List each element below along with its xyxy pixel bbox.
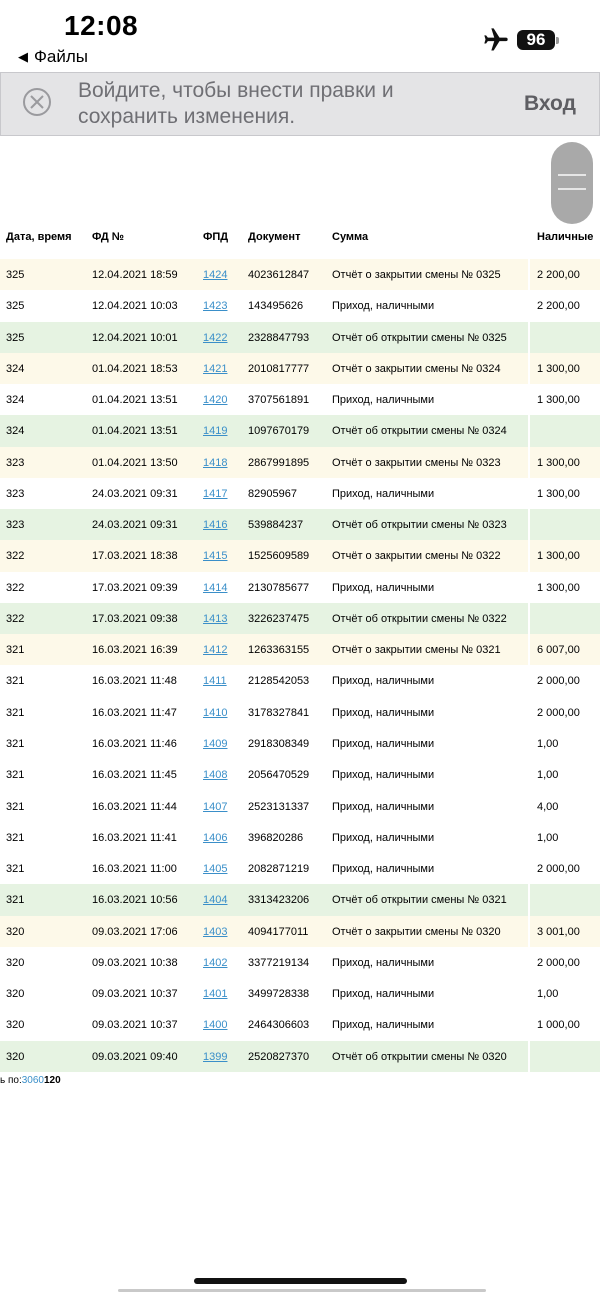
- datetime-cell: 16.03.2021 11:47: [92, 706, 177, 719]
- cash-amount: 3 001,00: [537, 925, 580, 938]
- status-bar: [0, 0, 600, 72]
- document-number: 143495626: [248, 300, 304, 313]
- header-date: Дата, время: [6, 231, 72, 243]
- table-row: [0, 697, 600, 728]
- cash-amount: 2 000,00: [537, 675, 580, 688]
- table-row: [0, 1009, 600, 1040]
- datetime-cell: 01.04.2021 13:51: [92, 425, 178, 438]
- close-banner-button[interactable]: [23, 88, 51, 116]
- document-number: 2520827370: [248, 1050, 310, 1063]
- datetime-cell: 12.04.2021 18:59: [92, 269, 178, 281]
- document-description: Отчёт об открытии смены № 0321: [332, 894, 507, 907]
- back-arrow-icon: ◀: [18, 49, 28, 64]
- receipts-table: [0, 225, 600, 1072]
- datetime-cell: 16.03.2021 11:00: [92, 863, 177, 876]
- table-row: [0, 947, 600, 978]
- shift-number: 323: [6, 456, 25, 469]
- datetime-cell: 16.03.2021 11:48: [92, 675, 177, 688]
- document-number: 2523131337: [248, 800, 310, 813]
- table-row: [0, 290, 600, 321]
- shift-number: 321: [6, 894, 25, 907]
- fpd-link[interactable]: 1413: [203, 612, 228, 625]
- table-row: [0, 1041, 600, 1072]
- page-size-options[interactable]: 3060: [21, 1075, 44, 1086]
- menu-icon: [558, 174, 586, 176]
- document-description: Приход, наличными: [332, 675, 435, 688]
- datetime-cell: 16.03.2021 10:56: [92, 894, 178, 907]
- document-description: Приход, наличными: [332, 581, 435, 594]
- cash-amount: 1 300,00: [537, 362, 580, 375]
- document-number: 2464306603: [248, 1019, 310, 1032]
- table-header: [0, 225, 600, 259]
- document-description: Приход, наличными: [332, 1019, 435, 1032]
- table-row: [0, 728, 600, 759]
- cash-amount: 2 000,00: [537, 706, 580, 719]
- table-row: [0, 916, 600, 947]
- fpd-link[interactable]: 1406: [203, 831, 228, 844]
- table-row: [0, 634, 600, 665]
- table-row: [0, 415, 600, 446]
- datetime-cell: 09.03.2021 10:37: [92, 988, 178, 1001]
- fpd-link[interactable]: 1401: [203, 988, 228, 1001]
- shift-number: 320: [6, 1019, 25, 1032]
- shift-number: 322: [6, 612, 25, 625]
- cash-amount: 1 300,00: [537, 550, 580, 563]
- login-banner: [0, 72, 600, 136]
- shift-number: 321: [6, 706, 25, 719]
- table-row: [0, 572, 600, 603]
- menu-button[interactable]: [551, 142, 593, 224]
- fpd-link[interactable]: 1404: [203, 894, 228, 907]
- header-fpd: ФПД: [203, 231, 229, 243]
- document-number: 396820286: [248, 831, 304, 844]
- page-size-current: 120: [44, 1075, 61, 1086]
- table-row: [0, 322, 600, 353]
- datetime-cell: 09.03.2021 17:06: [92, 925, 178, 938]
- fpd-link[interactable]: 1400: [203, 1019, 228, 1032]
- document-number: 2867991895: [248, 456, 310, 469]
- shift-number: 325: [6, 331, 25, 344]
- shift-number: 322: [6, 550, 25, 563]
- cash-amount: 1 300,00: [537, 581, 580, 594]
- document-number: 3178327841: [248, 706, 310, 719]
- shift-number: 321: [6, 863, 25, 876]
- datetime-cell: 16.03.2021 16:39: [92, 644, 178, 657]
- shift-number: 320: [6, 956, 25, 969]
- document-description: Отчёт о закрытии смены № 0324: [332, 362, 501, 375]
- cash-amount: 1 300,00: [537, 456, 580, 469]
- datetime-cell: 17.03.2021 18:38: [92, 550, 178, 563]
- banner-message: Войдите, чтобы внести правки и сохранить изменения.: [78, 79, 394, 128]
- fpd-link[interactable]: 1422: [203, 331, 228, 344]
- pagination-label: ь по:: [0, 1075, 22, 1086]
- fpd-link[interactable]: 1419: [203, 425, 228, 438]
- datetime-cell: 24.03.2021 09:31: [92, 487, 178, 500]
- document-number: 2918308349: [248, 737, 310, 750]
- shift-number: 323: [6, 519, 25, 532]
- datetime-cell: 09.03.2021 10:38: [92, 956, 178, 969]
- document-description: Отчёт об открытии смены № 0324: [332, 425, 507, 438]
- fpd-link[interactable]: 1403: [203, 925, 228, 938]
- document-number: 3226237475: [248, 612, 310, 625]
- shift-number: 321: [6, 644, 25, 657]
- datetime-cell: 24.03.2021 09:31: [92, 519, 178, 532]
- cash-amount: 2 200,00: [537, 300, 580, 313]
- document-number: 3707561891: [248, 394, 310, 407]
- document-description: Приход, наличными: [332, 956, 435, 969]
- fpd-link[interactable]: 1414: [203, 581, 228, 594]
- shift-number: 321: [6, 800, 25, 813]
- table-row: [0, 540, 600, 571]
- document-number: 82905967: [248, 487, 297, 500]
- back-label: Файлы: [34, 47, 89, 66]
- fpd-link[interactable]: 1410: [203, 706, 228, 719]
- cash-amount: 1,00: [537, 831, 559, 844]
- document-description: Приход, наличными: [332, 831, 435, 844]
- menu-icon-line: [558, 188, 586, 190]
- shift-number: 324: [6, 394, 25, 407]
- home-indicator: [194, 1278, 407, 1284]
- fpd-link[interactable]: 1402: [203, 956, 228, 969]
- datetime-cell: 16.03.2021 11:45: [92, 769, 177, 782]
- table-row: [0, 853, 600, 884]
- datetime-cell: 01.04.2021 13:51: [92, 394, 178, 407]
- battery-indicator: 96: [517, 30, 555, 50]
- cash-amount: 1 300,00: [537, 487, 580, 500]
- cash-amount: 1,00: [537, 737, 559, 750]
- shift-number: 320: [6, 1050, 25, 1063]
- scroll-indicator: [118, 1289, 486, 1292]
- datetime-cell: 01.04.2021 13:50: [92, 456, 178, 469]
- document-number: 3377219134: [248, 956, 310, 969]
- datetime-cell: 12.04.2021 10:01: [92, 331, 178, 344]
- header-fd: ФД №: [92, 231, 124, 243]
- document-description: Отчёт о закрытии смены № 0325: [332, 269, 501, 281]
- back-to-files-link[interactable]: [18, 47, 88, 67]
- cash-amount: 1 300,00: [537, 394, 580, 407]
- document-description: Отчёт об открытии смены № 0325: [332, 331, 507, 344]
- header-cash: Наличные: [537, 231, 594, 243]
- shift-number: 321: [6, 675, 25, 688]
- table-row: [0, 791, 600, 822]
- fpd-link[interactable]: 1409: [203, 737, 228, 750]
- table-row: [0, 978, 600, 1009]
- fpd-link[interactable]: 1411: [203, 675, 227, 688]
- table-row: [0, 822, 600, 853]
- fpd-link[interactable]: 1423: [203, 300, 228, 313]
- datetime-cell: 16.03.2021 11:44: [92, 800, 177, 813]
- clock: 12:08: [64, 10, 139, 41]
- fpd-link[interactable]: 1415: [203, 550, 228, 563]
- fpd-link[interactable]: 1405: [203, 863, 228, 876]
- shift-number: 321: [6, 831, 25, 844]
- fpd-link[interactable]: 1416: [203, 519, 228, 532]
- fpd-link[interactable]: 1421: [203, 362, 228, 375]
- pagination: [0, 1075, 61, 1086]
- header-sum: Сумма: [332, 231, 369, 243]
- document-description: Приход, наличными: [332, 737, 435, 750]
- cash-amount: 2 000,00: [537, 863, 580, 876]
- document-description: Отчёт о закрытии смены № 0323: [332, 456, 501, 469]
- datetime-cell: 16.03.2021 11:46: [92, 737, 177, 750]
- table-row: [0, 884, 600, 915]
- table-row: [0, 603, 600, 634]
- shift-number: 320: [6, 988, 25, 1001]
- shift-number: 324: [6, 362, 25, 375]
- datetime-cell: 09.03.2021 10:37: [92, 1019, 178, 1032]
- document-number: 3313423206: [248, 894, 310, 907]
- shift-number: 325: [6, 269, 25, 281]
- datetime-cell: 16.03.2021 11:41: [92, 831, 177, 844]
- table-row: [0, 447, 600, 478]
- document-description: Приход, наличными: [332, 394, 435, 407]
- cash-amount: 4,00: [537, 800, 559, 813]
- shift-number: 321: [6, 737, 25, 750]
- fpd-link[interactable]: 1412: [203, 644, 228, 657]
- document-number: 539884237: [248, 519, 304, 532]
- shift-number: 324: [6, 425, 25, 438]
- document-number: 2128542053: [248, 675, 310, 688]
- document-description: Приход, наличными: [332, 706, 435, 719]
- cash-amount: 1 000,00: [537, 1019, 580, 1032]
- document-description: Приход, наличными: [332, 863, 435, 876]
- document-number: 2010817777: [248, 362, 310, 375]
- table-row: [0, 665, 600, 696]
- document-number: 1097670179: [248, 425, 310, 438]
- close-icon: [30, 95, 44, 109]
- fpd-link[interactable]: 1418: [203, 456, 228, 469]
- document-description: Отчёт о закрытии смены № 0320: [332, 925, 501, 938]
- document-number: 2056470529: [248, 769, 310, 782]
- document-description: Приход, наличными: [332, 800, 435, 813]
- fpd-link[interactable]: 1399: [203, 1050, 228, 1063]
- datetime-cell: 12.04.2021 10:03: [92, 300, 178, 313]
- cash-amount: 6 007,00: [537, 644, 580, 657]
- document-number: 1525609589: [248, 550, 310, 563]
- table-row: [0, 478, 600, 509]
- login-button[interactable]: Вход: [524, 92, 576, 115]
- document-description: Отчёт о закрытии смены № 0321: [332, 644, 501, 657]
- fpd-link[interactable]: 1408: [203, 769, 228, 782]
- document-description: Отчёт об открытии смены № 0323: [332, 519, 507, 532]
- document-description: Приход, наличными: [332, 769, 435, 782]
- document-description: Приход, наличными: [332, 300, 435, 313]
- cash-amount: 1,00: [537, 988, 559, 1001]
- datetime-cell: 17.03.2021 09:39: [92, 581, 178, 594]
- shift-number: 322: [6, 581, 25, 594]
- fpd-link[interactable]: 1417: [203, 487, 228, 500]
- fpd-link[interactable]: 1407: [203, 800, 228, 813]
- cash-amount: 2 000,00: [537, 956, 580, 969]
- document-number: 2328847793: [248, 331, 310, 344]
- document-number: 1263363155: [248, 644, 310, 657]
- datetime-cell: 09.03.2021 09:40: [92, 1050, 178, 1063]
- document-number: 4023612847: [248, 269, 310, 281]
- table-row: [0, 509, 600, 540]
- document-number: 2082871219: [248, 863, 310, 876]
- header-document: Документ: [248, 231, 301, 243]
- document-description: Отчёт о закрытии смены № 0322: [332, 550, 501, 563]
- fpd-link[interactable]: 1424: [203, 269, 228, 281]
- shift-number: 325: [6, 300, 25, 313]
- table-row: [0, 384, 600, 415]
- table-row: [0, 259, 600, 290]
- document-description: Приход, наличными: [332, 487, 435, 500]
- cash-amount: 1,00: [537, 769, 559, 782]
- shift-number: 321: [6, 769, 25, 782]
- shift-number: 320: [6, 925, 25, 938]
- document-description: Отчёт об открытии смены № 0320: [332, 1050, 507, 1063]
- document-description: Отчёт об открытии смены № 0322: [332, 612, 507, 625]
- document-number: 2130785677: [248, 581, 310, 594]
- cash-amount: 2 200,00: [537, 269, 580, 281]
- datetime-cell: 17.03.2021 09:38: [92, 612, 178, 625]
- table-body: [0, 259, 600, 1072]
- shift-number: 323: [6, 487, 25, 500]
- fpd-link[interactable]: 1420: [203, 394, 228, 407]
- table-row: [0, 353, 600, 384]
- document-description: Приход, наличными: [332, 988, 435, 1001]
- airplane-mode-icon: [482, 26, 510, 54]
- document-number: 3499728338: [248, 988, 310, 1001]
- datetime-cell: 01.04.2021 18:53: [92, 362, 178, 375]
- table-row: [0, 759, 600, 790]
- document-number: 4094177011: [248, 925, 309, 938]
